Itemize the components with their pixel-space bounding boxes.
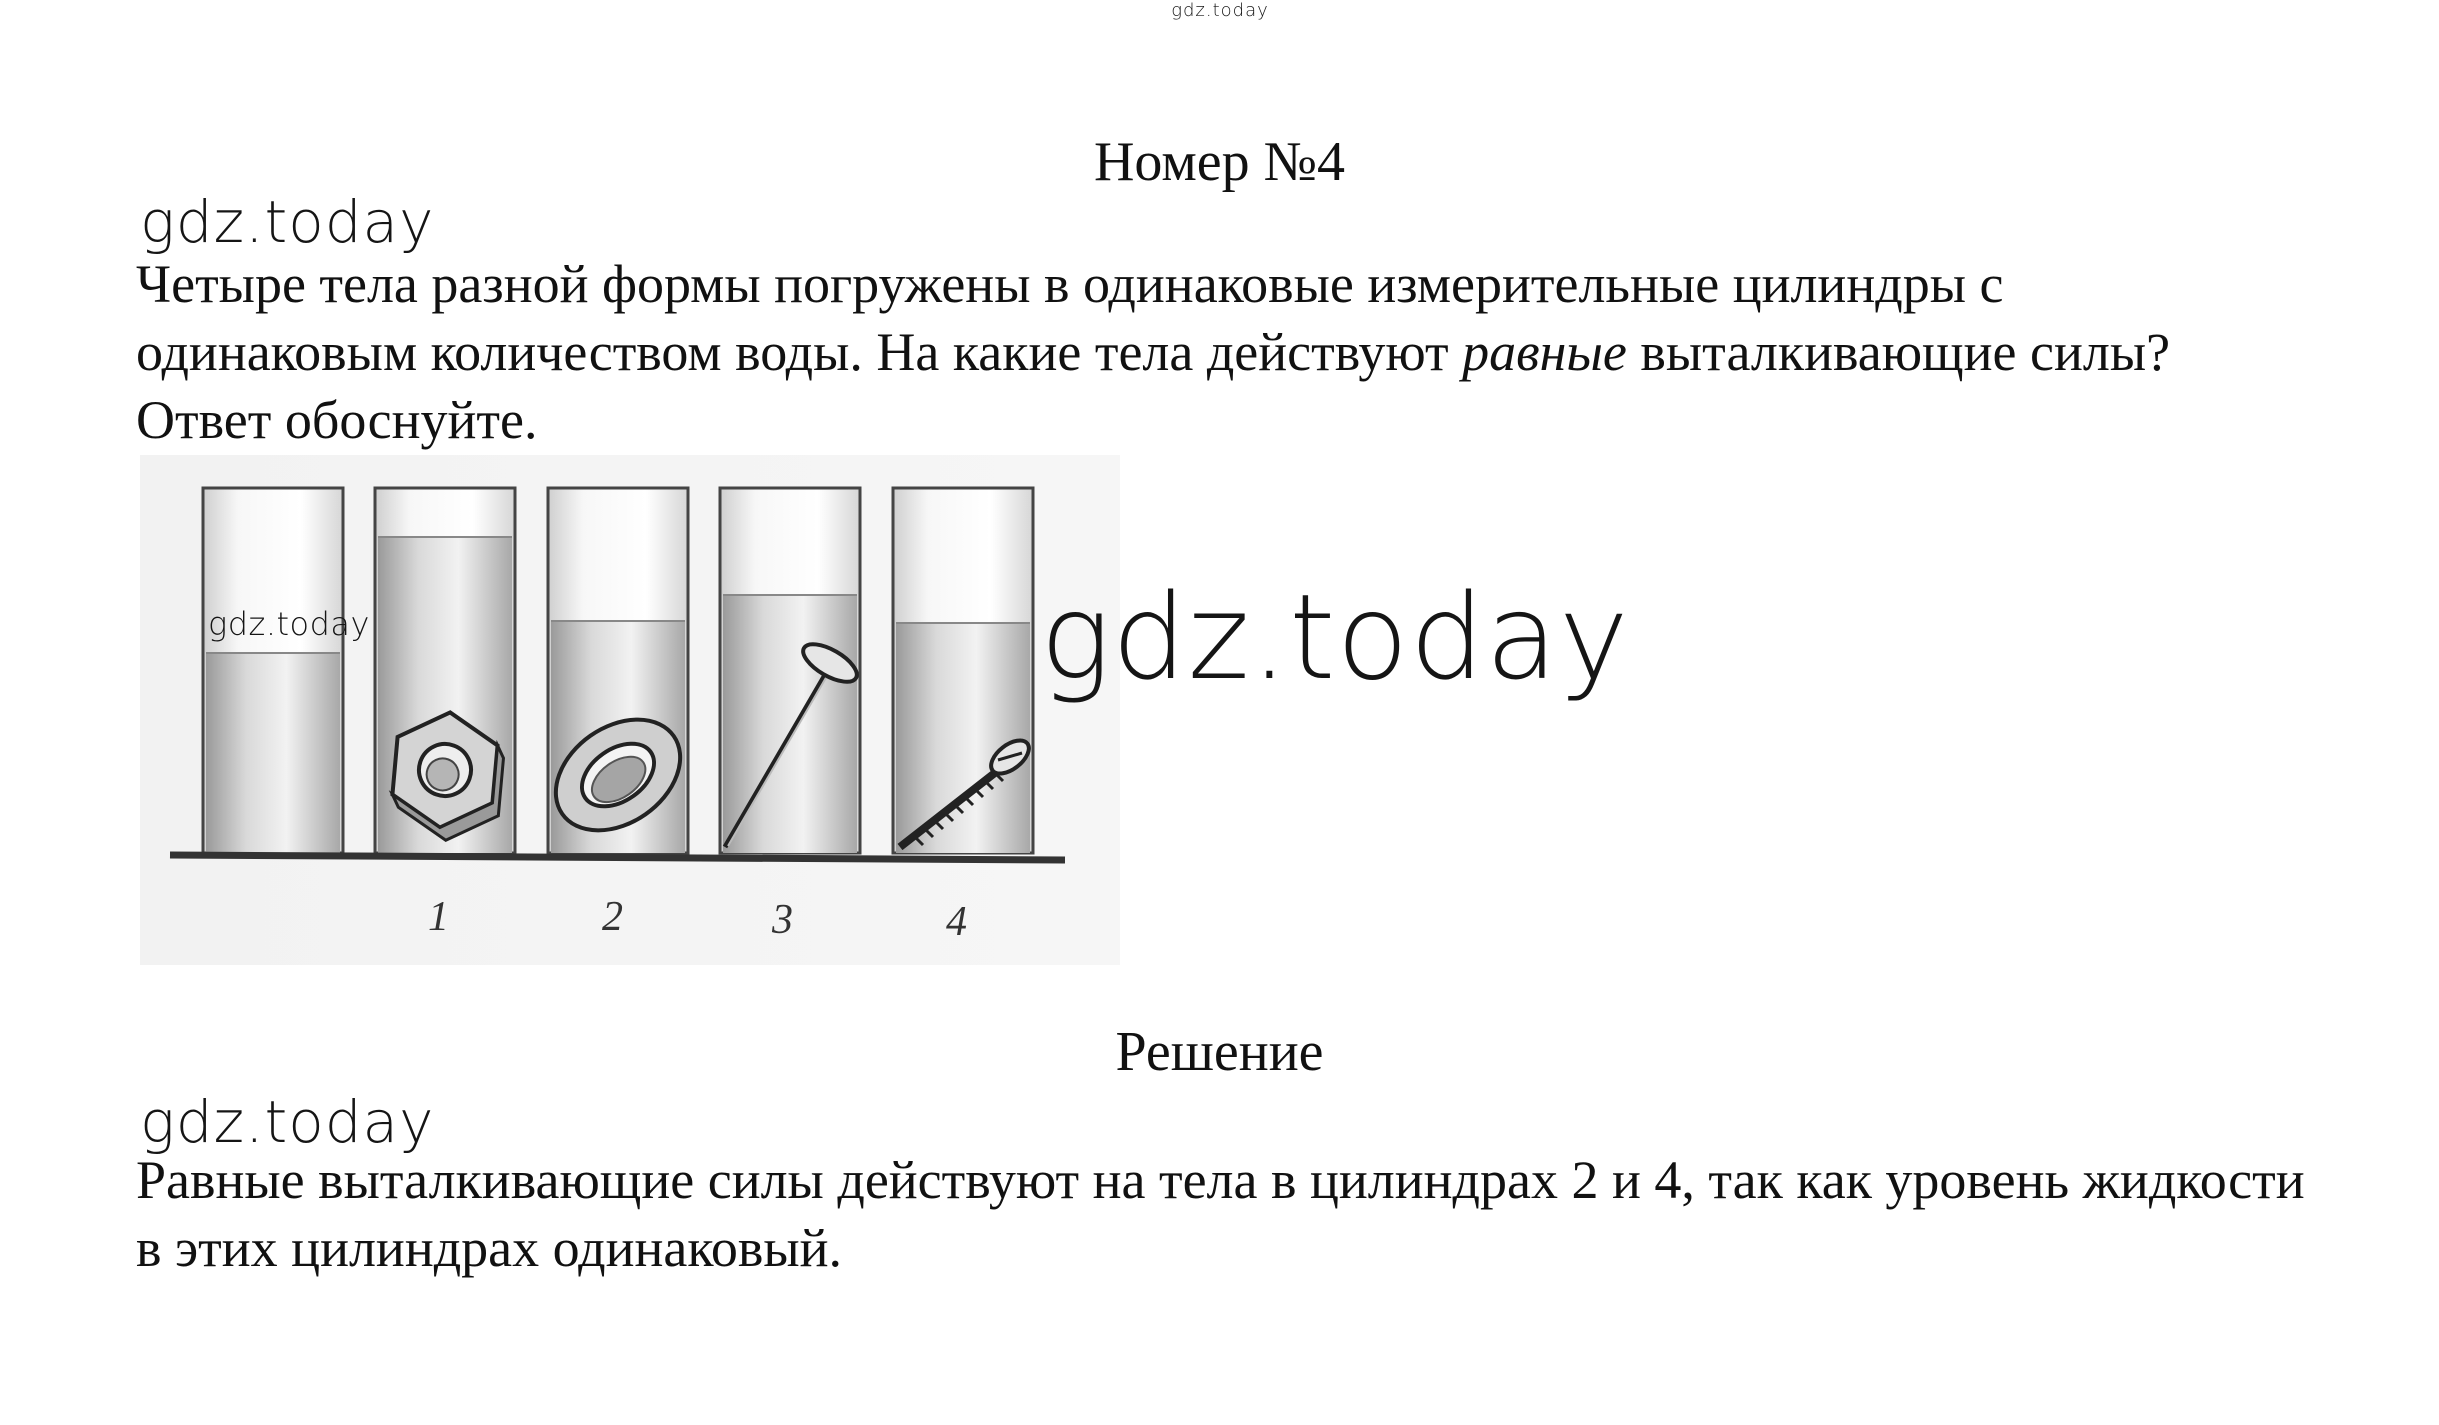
- solution-text: Равные выталкивающие силы действуют на тела в цилиндрах 2 и 4, так как уровень жидкости в этих цилиндрах одинаковый.: [136, 1150, 2305, 1278]
- cylinder-4: [893, 488, 1035, 853]
- cylinder-label-3: 3: [772, 897, 793, 943]
- cylinder-2: [535, 488, 701, 853]
- solution-title: Решение: [1115, 1021, 1324, 1083]
- task-text-after: выталкивающие силы? Ответ обоснуйте.: [136, 322, 2171, 450]
- watermark-big: gdz.today: [1040, 568, 1630, 706]
- cylinder-1: [371, 488, 524, 853]
- cylinders-figure: [140, 455, 1120, 965]
- cylinder-label-4: 4: [946, 899, 967, 945]
- cylinder-empty: [203, 488, 343, 853]
- watermark-above-solution: gdz.today: [140, 1088, 435, 1156]
- task-text-emphasis: равные: [1462, 322, 1627, 382]
- watermark-top: gdz.today: [1171, 0, 1269, 21]
- cylinder-label-2: 2: [602, 894, 623, 940]
- task-title: Номер №4: [1093, 131, 1346, 193]
- watermark-in-figure: gdz.today: [208, 605, 370, 643]
- task-text: [136, 250, 2276, 454]
- cylinder-label-1: 1: [428, 894, 449, 940]
- watermark-above-task: gdz.today: [140, 188, 435, 256]
- cylinder-3: [720, 488, 862, 853]
- task-text-before: Четыре тела разной формы погружены в одинаковые измерительные цилиндры с одинаковым количеством воды. На какие тела действуют: [136, 254, 2004, 382]
- table-line: [170, 855, 1065, 860]
